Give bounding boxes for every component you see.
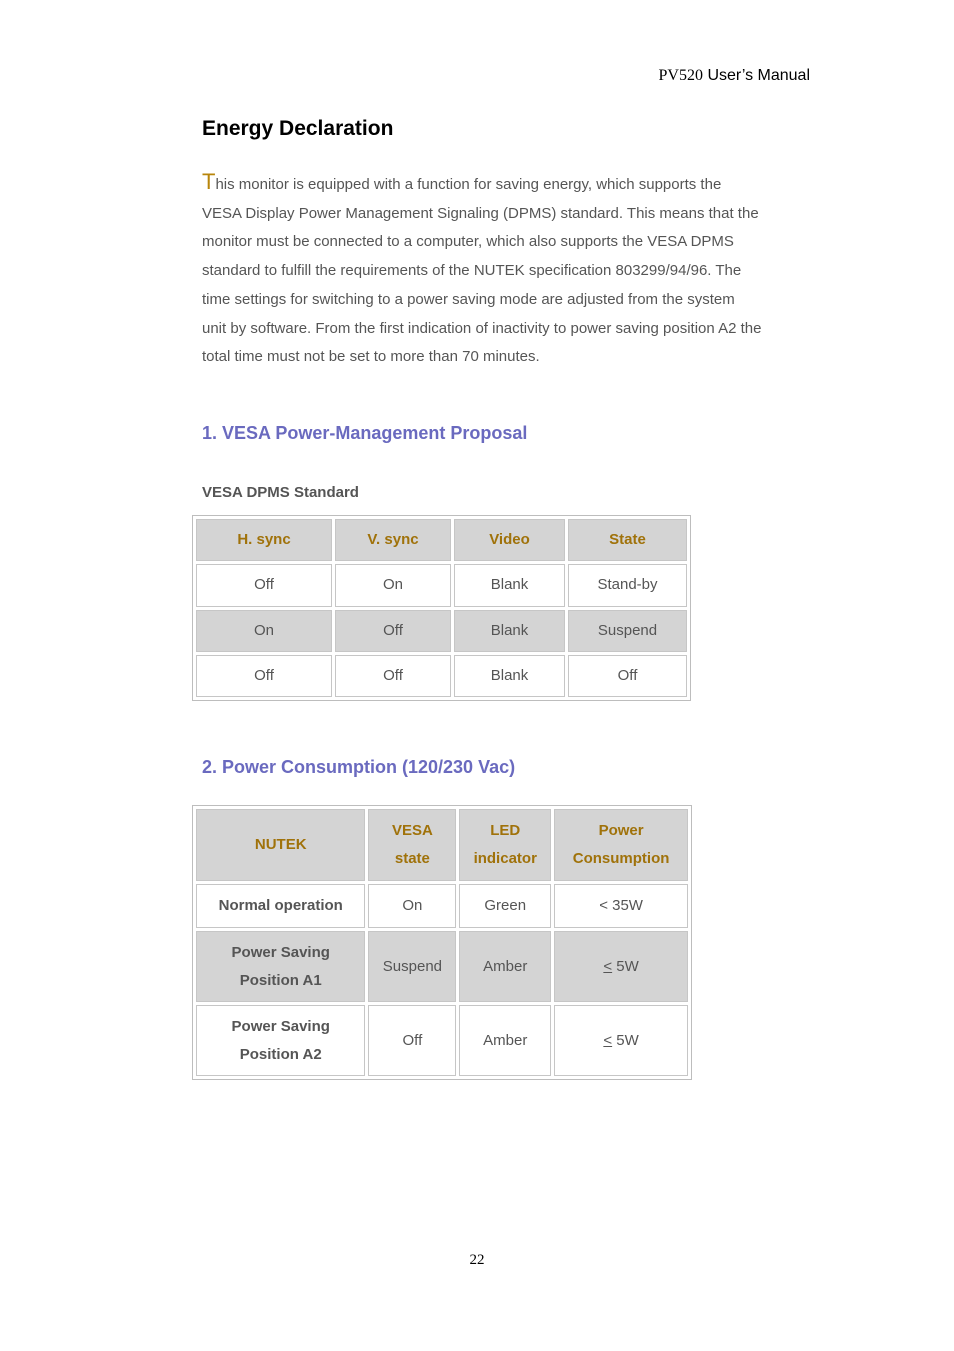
table-row (196, 610, 687, 652)
row-header-line: Power Saving (231, 943, 330, 961)
table-cell: Off (335, 610, 451, 652)
header-model: PV520 (658, 67, 703, 84)
row-header (196, 1005, 365, 1076)
table-cell: On (368, 884, 456, 928)
column-header-line: Power (598, 822, 644, 839)
table-header-row (196, 519, 687, 561)
column-header: State (568, 519, 687, 561)
section1-heading: 1. VESA Power-Management Proposal (202, 423, 528, 443)
table-cell: Off (196, 564, 332, 606)
intro-text: his monitor is equipped with a function for saving energy, which supports the VESA Display Power Management Signaling (DPMS) standard. This means that the monitor must be connected to a computer, which also supports the VESA DPMS standard to fulfill the requirements of the NUTEK specification 803299/94/96. The time settings for switching to a power saving mode are adjusted from the system unit by software. From the first indication of inactivity to power saving position A2 the total time must not be set to more than 70 minutes. (202, 176, 762, 366)
page-title: Energy Declaration (202, 117, 394, 140)
table-row (196, 655, 687, 697)
power-value: 5W (612, 1031, 639, 1049)
table-cell: < 35W (554, 884, 688, 928)
header-title: User’s Manual (707, 67, 810, 84)
table-cell: Amber (459, 931, 551, 1002)
table-cell: Stand-by (568, 564, 687, 606)
power-value: 5W (612, 957, 639, 975)
column-header (368, 809, 456, 881)
dropcap: T (202, 169, 216, 194)
table-cell: On (335, 564, 451, 606)
table-row (196, 1005, 688, 1076)
table-cell: Off (568, 655, 687, 697)
column-header (459, 809, 551, 881)
column-header: Video (454, 519, 565, 561)
column-header: H. sync (196, 519, 332, 561)
column-header-line: indicator (473, 850, 537, 867)
table-cell: Off (196, 655, 332, 697)
table-cell: Off (368, 1005, 456, 1076)
table-header-row (196, 809, 688, 881)
page-number: 22 (469, 1252, 485, 1268)
table-cell (554, 931, 688, 1002)
table-cell: Blank (454, 655, 565, 697)
column-header (196, 809, 365, 881)
column-header (554, 809, 688, 881)
row-header-line: Position A2 (239, 1045, 322, 1063)
row-header-line: Power Saving (231, 1017, 330, 1035)
power-consumption-table (192, 805, 692, 1080)
less-equal-sign: < (603, 1031, 613, 1049)
column-header: V. sync (335, 519, 451, 561)
row-header: Normal operation (196, 884, 365, 928)
table-cell: Off (335, 655, 451, 697)
row-header (196, 931, 365, 1002)
column-header-line: NUTEK (254, 836, 307, 853)
table-cell: Suspend (368, 931, 456, 1002)
section2-heading: 2. Power Consumption (120/230 Vac) (202, 757, 516, 777)
table-cell: Blank (454, 610, 565, 652)
column-header-line: state (394, 850, 430, 867)
table-row (196, 931, 688, 1002)
column-header-line: Consumption (572, 850, 670, 867)
table-cell: Amber (459, 1005, 551, 1076)
row-header-line: Position A1 (239, 971, 322, 989)
table-cell: Green (459, 884, 551, 928)
table-cell: Blank (454, 564, 565, 606)
table-row (196, 884, 688, 928)
vesa-dpms-table (192, 515, 691, 701)
column-header-line: VESA (391, 822, 433, 839)
intro-paragraph (202, 168, 762, 372)
section1-subheading: VESA DPMS Standard (202, 484, 359, 501)
less-equal-sign: < (603, 957, 613, 975)
table-cell: On (196, 610, 332, 652)
table-cell: Suspend (568, 610, 687, 652)
table-cell (554, 1005, 688, 1076)
table-row (196, 564, 687, 606)
running-header (659, 67, 810, 85)
column-header-line: LED (490, 822, 521, 839)
